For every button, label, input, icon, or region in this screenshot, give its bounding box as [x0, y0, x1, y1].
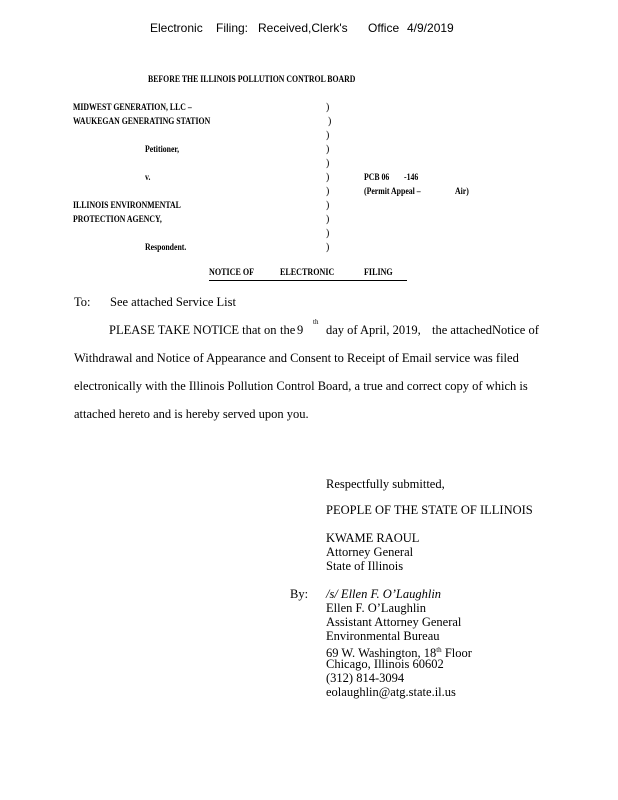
appeal-type-part-1: (Permit Appeal –	[364, 187, 421, 197]
caption-paren: )	[326, 102, 330, 113]
case-number-prefix: PCB 06	[364, 173, 390, 183]
notice-title-underline	[209, 280, 407, 281]
stamp-word-electronic: Electronic	[150, 21, 203, 35]
body-line-3: electronically with the Illinois Pollution Control Board, a true and correct copy of which is	[74, 379, 528, 393]
body-line-1-day: 9	[297, 323, 304, 337]
caption-paren: )	[326, 144, 330, 155]
notice-title-word-1: NOTICE OF	[209, 268, 255, 278]
petitioner-name-line-2: WAUKEGAN GENERATING STATION	[73, 117, 211, 127]
case-number-suffix: -146	[404, 173, 419, 183]
notice-title-word-2: ELECTRONIC	[280, 268, 335, 278]
signer-name: Ellen F. O’Laughlin	[326, 601, 427, 615]
signer-phone: (312) 814-3094	[326, 671, 405, 685]
to-value: See attached Service List	[110, 295, 236, 309]
caption-paren: )	[326, 242, 330, 253]
notice-title-word-3: FILING	[364, 268, 393, 278]
to-label: To:	[74, 295, 91, 309]
board-heading: BEFORE THE ILLINOIS POLLUTION CONTROL BOARD	[148, 75, 356, 85]
by-label: By:	[290, 587, 309, 601]
caption-paren: )	[328, 116, 332, 127]
stamp-date: 4/9/2019	[407, 21, 454, 35]
stamp-word-filing: Filing:	[216, 21, 249, 35]
body-line-1-the: the	[280, 323, 296, 337]
petitioner-label: Petitioner,	[145, 145, 180, 155]
caption-paren: )	[326, 200, 330, 211]
petitioner-name-line-1: MIDWEST GENERATION, LLC –	[73, 103, 192, 113]
body-line-1c: the attached	[432, 323, 493, 337]
caption-paren: )	[326, 214, 330, 225]
body-line-2: Withdrawal and Notice of Appearance and Consent to Receipt of Email service was filed	[74, 351, 519, 365]
signer-email: eolaughlin@atg.state.il.us	[326, 685, 456, 699]
stamp-word-received: Received,Clerk's	[258, 21, 348, 35]
closing: Respectfully submitted,	[326, 477, 445, 491]
ag-title: Attorney General	[326, 545, 414, 559]
caption-paren: )	[326, 228, 330, 239]
caption-paren: )	[326, 172, 330, 183]
versus-label: v.	[145, 173, 151, 183]
respondent-name-line-1: ILLINOIS ENVIRONMENTAL	[73, 201, 181, 211]
stamp-word-office: Office	[368, 21, 400, 35]
body-line-1a: PLEASE TAKE NOTICE that on	[109, 323, 277, 337]
party-name: PEOPLE OF THE STATE OF ILLINOIS	[326, 503, 533, 517]
signer-city: Chicago, Illinois 60602	[326, 657, 444, 671]
ag-name: KWAME RAOUL	[326, 531, 420, 545]
body-line-1-sup: th	[313, 318, 319, 326]
body-line-1b: day of April, 2019,	[326, 323, 421, 337]
caption-paren: )	[326, 130, 330, 141]
signer-title: Assistant Attorney General	[326, 615, 462, 629]
respondent-label: Respondent.	[145, 243, 187, 253]
respondent-name-line-2: PROTECTION AGENCY,	[73, 215, 162, 225]
caption-paren: )	[326, 158, 330, 169]
appeal-type-part-2: Air)	[455, 187, 469, 197]
electronic-signature: /s/ Ellen F. O’Laughlin	[326, 587, 442, 601]
address-sup: th	[436, 646, 442, 654]
body-line-1d: Notice of	[492, 323, 539, 337]
ag-state: State of Illinois	[326, 559, 404, 573]
caption-paren: )	[326, 186, 330, 197]
address-floor: Floor	[444, 646, 472, 661]
address-street: 69 W. Washington, 18	[326, 646, 437, 661]
body-line-4: attached hereto and is hereby served upon you.	[74, 407, 309, 421]
signer-bureau: Environmental Bureau	[326, 629, 440, 643]
